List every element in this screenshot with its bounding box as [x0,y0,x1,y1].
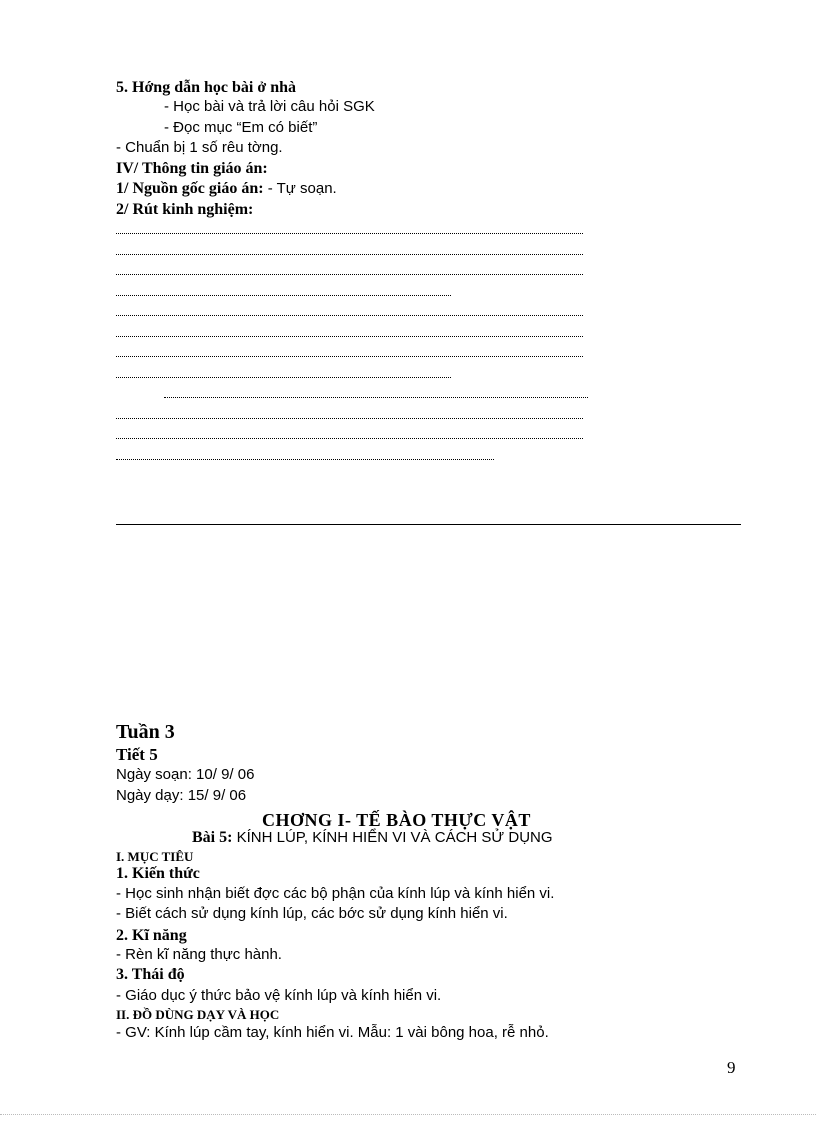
skills-item: - Rèn kĩ năng thực hành. [116,946,282,963]
dotted-line [116,418,583,419]
section4-heading: IV/ Thông tin giáo án: [116,160,268,177]
teach-date: Ngày dạy: 15/ 9/ 06 [116,787,247,804]
dotted-line [116,377,451,378]
dotted-line [116,295,451,296]
section5-prepare: - Chuẩn bị 1 số rêu tờng. [116,139,283,156]
knowledge-item-2: - Biết cách sử dụng kính lúp, các bớc sử dụng kính hiển vi. [116,905,508,922]
skills-heading: 2. Kĩ năng [116,927,187,944]
dotted-line [116,438,583,439]
page-bottom-border [0,1114,816,1115]
materials-heading: II. ĐỒ DÙNG DẠY VÀ HỌC [116,1007,280,1022]
knowledge-item-1: - Học sinh nhận biết đợc các bộ phận của kính lúp và kính hiển vi. [116,885,555,902]
dotted-line [116,274,583,275]
attitude-heading: 3. Thái độ [116,966,185,983]
attitude-item: - Giáo dục ý thức bảo vệ kính lúp và kính hiển vi. [116,987,442,1004]
origin-line [116,179,337,198]
page-number: 9 [727,1058,736,1077]
origin-value: - Tự soạn. [263,180,337,197]
chapter-title: CHƠNG I- TẾ BÀO THỰC VẬT [262,810,531,830]
knowledge-heading: 1. Kiến thức [116,865,200,882]
lesson-title: KÍNH LÚP, KÍNH HIỂN VI VÀ CÁCH SỬ DỤNG [232,829,553,846]
dotted-line [116,254,583,255]
objectives-heading: I. MỤC TIÊU [116,849,194,864]
dotted-line [116,459,494,460]
lesson-title-line [192,828,553,847]
week-title: Tuần 3 [116,721,175,743]
compose-date: Ngày soạn: 10/ 9/ 06 [116,766,255,783]
dotted-line [116,336,583,337]
section5-heading: 5. Hớng dẫn học bài ở nhà [116,79,296,96]
materials-item: - GV: Kính lúp cầm tay, kính hiển vi. Mẫu: 1 vài bông hoa, rễ nhỏ. [116,1024,549,1041]
dotted-line [116,315,583,316]
origin-label: 1/ Nguồn gốc giáo án: [116,180,264,197]
separator-line [116,524,741,525]
dotted-line [116,233,583,234]
lesson-number: Tiết 5 [116,745,158,764]
lesson-label: Bài 5: [192,829,233,846]
dotted-line [116,356,583,357]
dotted-line [164,397,588,398]
section5-item-1: - Học bài và trả lời câu hỏi SGK [164,98,375,115]
section5-item-2: - Đọc mục “Em có biết” [164,119,318,136]
experience-heading: 2/ Rút kinh nghiệm: [116,201,254,218]
